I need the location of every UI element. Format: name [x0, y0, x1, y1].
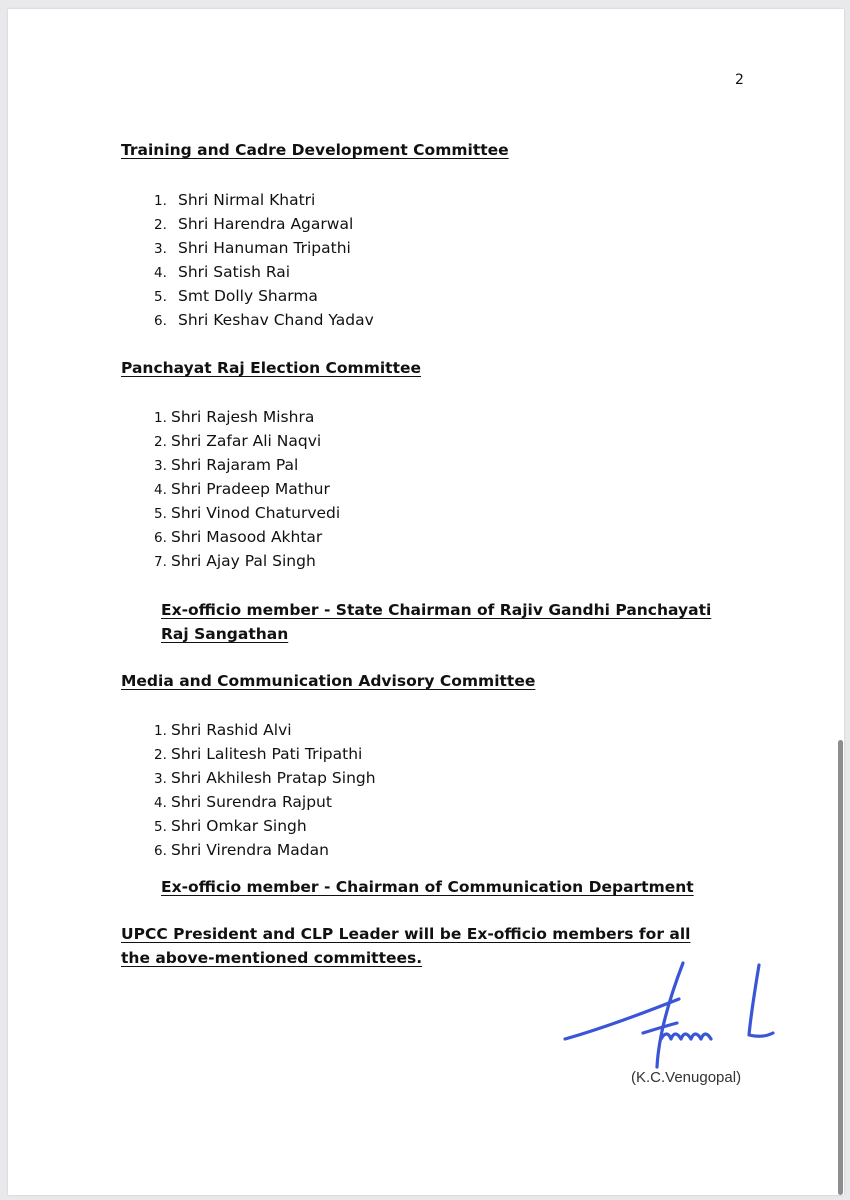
member-name: Shri Akhilesh Pratap Singh: [171, 769, 376, 787]
section-title-training: Training and Cadre Development Committee: [121, 141, 509, 159]
member-name: Shri Vinod Chaturvedi: [171, 504, 341, 522]
member-name: Shri Rajaram Pal: [171, 456, 299, 474]
list-item-number: 1.: [154, 410, 167, 426]
member-name: Shri Hanuman Tripathi: [178, 239, 351, 257]
signatory-name: (K.C.Venugopal): [631, 1069, 742, 1086]
ex-officio-media: Ex-officio member - Chairman of Communication Department: [161, 878, 694, 896]
list-item-number: 4.: [154, 265, 167, 281]
list-item-number: 3.: [154, 771, 167, 787]
ex-officio-note: UPCC President and CLP Leader will be Ex-officio members for all the above-mentioned committees.: [121, 925, 691, 967]
list-item-number: 1.: [154, 723, 167, 739]
list-item: [154, 236, 374, 260]
list-item-number: 7.: [154, 554, 167, 570]
list-item: [154, 308, 374, 332]
list-item-number: 2.: [154, 217, 167, 233]
media-committee-list: [154, 718, 376, 862]
member-name: Shri Masood Akhtar: [171, 528, 323, 546]
scrollbar[interactable]: [838, 740, 843, 1195]
list-item: [154, 549, 340, 573]
list-item-number: 4.: [154, 482, 167, 498]
list-item: [154, 429, 340, 453]
list-item: [154, 814, 376, 838]
member-name: Shri Rashid Alvi: [171, 721, 292, 739]
section-title-media: Media and Communication Advisory Committee: [121, 672, 536, 690]
ex-officio-panchayat: Ex-officio member - State Chairman of Rajiv Gandhi Panchayati Raj Sangathan: [161, 601, 712, 643]
member-name: Shri Keshav Chand Yadav: [178, 311, 374, 329]
training-committee-list: [154, 188, 374, 332]
list-item: [154, 453, 340, 477]
member-name: Shri Virendra Madan: [171, 841, 329, 859]
member-name: Shri Nirmal Khatri: [178, 191, 316, 209]
list-item-number: 2.: [154, 434, 167, 450]
panchayat-committee-list: [154, 405, 340, 573]
member-name: Shri Lalitesh Pati Tripathi: [171, 745, 363, 763]
list-item: [154, 838, 376, 862]
list-item: [154, 790, 376, 814]
member-name: Shri Ajay Pal Singh: [171, 552, 316, 570]
list-item: [154, 260, 374, 284]
list-item-number: 6.: [154, 313, 167, 329]
list-item: [154, 501, 340, 525]
list-item: [154, 766, 376, 790]
list-item-number: 3.: [154, 458, 167, 474]
list-item: [154, 284, 374, 308]
member-name: Shri Harendra Agarwal: [178, 215, 354, 233]
member-name: Shri Pradeep Mathur: [171, 480, 330, 498]
list-item-number: 5.: [154, 506, 167, 522]
list-item: [154, 742, 376, 766]
member-name: Shri Zafar Ali Naqvi: [171, 432, 322, 450]
list-item-number: 2.: [154, 747, 167, 763]
list-item: [154, 477, 340, 501]
list-item: [154, 212, 374, 236]
signature-image: [561, 959, 781, 1079]
list-item-number: 6.: [154, 530, 167, 546]
list-item: [154, 718, 376, 742]
list-item: [154, 188, 374, 212]
list-item-number: 6.: [154, 843, 167, 859]
section-title-panchayat: Panchayat Raj Election Committee: [121, 359, 422, 377]
member-name: Shri Rajesh Mishra: [171, 408, 315, 426]
member-name: Smt Dolly Sharma: [178, 287, 318, 305]
list-item-number: 5.: [154, 289, 167, 305]
list-item: [154, 525, 340, 549]
list-item: [154, 405, 340, 429]
member-name: Shri Satish Rai: [178, 263, 291, 281]
member-name: Shri Surendra Rajput: [171, 793, 332, 811]
list-item-number: 5.: [154, 819, 167, 835]
list-item-number: 3.: [154, 241, 167, 257]
document-page: [8, 9, 844, 1195]
list-item-number: 4.: [154, 795, 167, 811]
member-name: Shri Omkar Singh: [171, 817, 307, 835]
page-number: 2: [735, 72, 744, 88]
list-item-number: 1.: [154, 193, 167, 209]
